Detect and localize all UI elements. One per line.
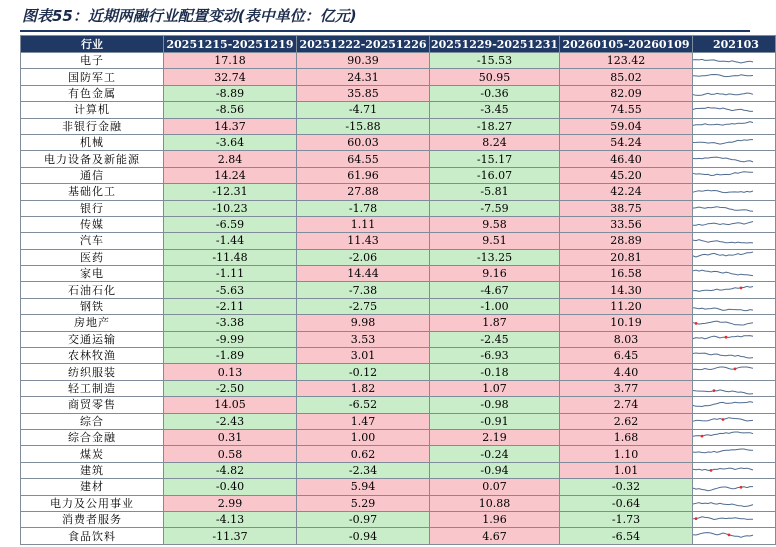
sparkline-chart xyxy=(693,365,753,380)
value-cell: -0.64 xyxy=(560,495,693,511)
value-cell: 6.45 xyxy=(560,348,693,364)
sparkline-chart xyxy=(693,152,753,167)
value-cell: 5.29 xyxy=(297,495,430,511)
table-row xyxy=(21,331,776,347)
sparkline-chart xyxy=(693,315,753,330)
sparkline-path xyxy=(693,121,753,125)
sparkline-chart xyxy=(693,266,753,281)
sparkline-chart xyxy=(693,496,753,511)
value-cell: 85.02 xyxy=(560,69,693,85)
sparkline-path xyxy=(693,402,753,407)
margin-allocation-table xyxy=(20,35,776,545)
industry-cell: 综合 xyxy=(21,413,164,429)
table-row xyxy=(21,462,776,478)
industry-cell: 医药 xyxy=(21,249,164,265)
table-row xyxy=(21,446,776,462)
value-cell: 9.58 xyxy=(430,216,560,232)
value-cell: 10.88 xyxy=(430,495,560,511)
sparkline-path xyxy=(693,93,753,95)
value-cell: 2.99 xyxy=(164,495,297,511)
sparkline-chart xyxy=(693,512,753,527)
table-row xyxy=(21,216,776,232)
value-cell: -4.67 xyxy=(430,282,560,298)
table-row xyxy=(21,134,776,150)
sparkline-cell xyxy=(693,53,776,69)
value-cell: 1.07 xyxy=(430,380,560,396)
value-cell: -11.48 xyxy=(164,249,297,265)
sparkline-path xyxy=(693,172,753,176)
industry-cell: 机械 xyxy=(21,134,164,150)
value-cell: 14.05 xyxy=(164,397,297,413)
value-cell: 32.74 xyxy=(164,69,297,85)
value-cell: 3.01 xyxy=(297,348,430,364)
sparkline-chart xyxy=(693,397,753,412)
table-row xyxy=(21,118,776,134)
value-cell: 11.43 xyxy=(297,233,430,249)
sparkline-chart xyxy=(693,217,753,232)
value-cell: -2.34 xyxy=(297,462,430,478)
value-cell: -0.98 xyxy=(430,397,560,413)
value-cell: 50.95 xyxy=(430,69,560,85)
sparkline-chart xyxy=(693,463,753,478)
table-row xyxy=(21,53,776,69)
industry-cell: 电子 xyxy=(21,53,164,69)
value-cell: 14.30 xyxy=(560,282,693,298)
sparkline-path xyxy=(693,353,753,358)
value-cell: 74.55 xyxy=(560,102,693,118)
table-row xyxy=(21,282,776,298)
value-cell: -2.75 xyxy=(297,298,430,314)
table-row xyxy=(21,151,776,167)
value-cell: 46.40 xyxy=(560,151,693,167)
sparkline-path xyxy=(693,140,753,145)
table-row xyxy=(21,167,776,183)
sparkline-cell xyxy=(693,69,776,85)
table-body xyxy=(21,53,776,545)
sparkline-cell xyxy=(693,479,776,495)
value-cell: -5.63 xyxy=(164,282,297,298)
sparkline-cell xyxy=(693,348,776,364)
industry-cell: 通信 xyxy=(21,167,164,183)
sparkline-path xyxy=(693,157,753,162)
value-cell: -0.94 xyxy=(297,528,430,544)
header-period-4: 20260105-20260109 xyxy=(560,36,693,53)
value-cell: -10.23 xyxy=(164,200,297,216)
value-cell: 9.16 xyxy=(430,266,560,282)
industry-cell: 电力及公用事业 xyxy=(21,495,164,511)
sparkline-cell xyxy=(693,495,776,511)
industry-cell: 基础化工 xyxy=(21,184,164,200)
value-cell: 16.58 xyxy=(560,266,693,282)
sparkline-path xyxy=(693,468,753,470)
sparkline-path xyxy=(693,390,753,394)
sparkline-chart xyxy=(693,283,753,298)
value-cell: 0.13 xyxy=(164,364,297,380)
sparkline-marker xyxy=(701,435,704,438)
value-cell: -3.64 xyxy=(164,134,297,150)
industry-cell: 纺织服装 xyxy=(21,364,164,380)
value-cell: 1.82 xyxy=(297,380,430,396)
sparkline-path xyxy=(693,502,753,506)
table-row xyxy=(21,200,776,216)
sparkline-cell xyxy=(693,282,776,298)
sparkline-chart xyxy=(693,168,753,183)
value-cell: 82.09 xyxy=(560,85,693,101)
sparkline-chart xyxy=(693,250,753,265)
sparkline-cell xyxy=(693,462,776,478)
industry-cell: 建材 xyxy=(21,479,164,495)
industry-cell: 电力设备及新能源 xyxy=(21,151,164,167)
sparkline-marker xyxy=(722,418,725,421)
value-cell: -1.78 xyxy=(297,200,430,216)
value-cell: -1.00 xyxy=(430,298,560,314)
value-cell: 0.31 xyxy=(164,429,297,445)
value-cell: 4.67 xyxy=(430,528,560,544)
sparkline-path xyxy=(693,367,753,370)
value-cell: 59.04 xyxy=(560,118,693,134)
industry-cell: 轻工制造 xyxy=(21,380,164,396)
sparkline-path xyxy=(693,487,753,491)
value-cell: 35.85 xyxy=(297,85,430,101)
table-row xyxy=(21,413,776,429)
sparkline-chart xyxy=(693,70,753,85)
value-cell: 60.03 xyxy=(297,134,430,150)
value-cell: -7.38 xyxy=(297,282,430,298)
sparkline-cell xyxy=(693,364,776,380)
value-cell: -0.36 xyxy=(430,85,560,101)
industry-cell: 综合金融 xyxy=(21,429,164,445)
value-cell: 2.74 xyxy=(560,397,693,413)
value-cell: 14.37 xyxy=(164,118,297,134)
table-row xyxy=(21,528,776,544)
value-cell: 8.03 xyxy=(560,331,693,347)
sparkline-marker xyxy=(728,533,731,536)
sparkline-cell xyxy=(693,331,776,347)
value-cell: 0.58 xyxy=(164,446,297,462)
value-cell: 14.44 xyxy=(297,266,430,282)
table-row xyxy=(21,380,776,396)
sparkline-chart xyxy=(693,201,753,216)
value-cell: 20.81 xyxy=(560,249,693,265)
sparkline-path xyxy=(693,322,753,326)
value-cell: 10.19 xyxy=(560,315,693,331)
sparkline-marker xyxy=(734,367,737,370)
value-cell: 45.20 xyxy=(560,167,693,183)
value-cell: 8.24 xyxy=(430,134,560,150)
value-cell: 0.07 xyxy=(430,479,560,495)
sparkline-cell xyxy=(693,511,776,527)
industry-cell: 非银行金融 xyxy=(21,118,164,134)
sparkline-chart xyxy=(693,184,753,199)
value-cell: -13.25 xyxy=(430,249,560,265)
sparkline-path xyxy=(693,206,753,211)
sparkline-path xyxy=(693,286,753,291)
value-cell: 3.77 xyxy=(560,380,693,396)
value-cell: 1.01 xyxy=(560,462,693,478)
table-row xyxy=(21,266,776,282)
value-cell: 42.24 xyxy=(560,184,693,200)
value-cell: 27.88 xyxy=(297,184,430,200)
value-cell: 54.24 xyxy=(560,134,693,150)
value-cell: 38.75 xyxy=(560,200,693,216)
value-cell: -9.99 xyxy=(164,331,297,347)
industry-cell: 交通运输 xyxy=(21,331,164,347)
value-cell: -0.91 xyxy=(430,413,560,429)
value-cell: -15.53 xyxy=(430,53,560,69)
value-cell: 3.53 xyxy=(297,331,430,347)
value-cell: 14.24 xyxy=(164,167,297,183)
industry-cell: 汽车 xyxy=(21,233,164,249)
value-cell: 4.40 xyxy=(560,364,693,380)
sparkline-chart xyxy=(693,479,753,494)
title-rule xyxy=(20,30,750,32)
industry-cell: 国防军工 xyxy=(21,69,164,85)
sparkline-marker xyxy=(695,322,698,325)
value-cell: -6.54 xyxy=(560,528,693,544)
value-cell: 9.51 xyxy=(430,233,560,249)
sparkline-cell xyxy=(693,184,776,200)
industry-cell: 家电 xyxy=(21,266,164,282)
value-cell: -15.88 xyxy=(297,118,430,134)
sparkline-chart xyxy=(693,332,753,347)
value-cell: -2.43 xyxy=(164,413,297,429)
value-cell: -6.59 xyxy=(164,216,297,232)
sparkline-cell xyxy=(693,85,776,101)
value-cell: 0.62 xyxy=(297,446,430,462)
sparkline-marker xyxy=(740,486,743,489)
value-cell: -6.52 xyxy=(297,397,430,413)
value-cell: -8.89 xyxy=(164,85,297,101)
value-cell: -0.40 xyxy=(164,479,297,495)
sparkline-cell xyxy=(693,446,776,462)
header-period-3: 20251229-20251231 xyxy=(430,37,559,51)
value-cell: -8.56 xyxy=(164,102,297,118)
sparkline-cell xyxy=(693,233,776,249)
value-cell: 33.56 xyxy=(560,216,693,232)
table-row xyxy=(21,102,776,118)
sparkline-chart xyxy=(693,135,753,150)
sparkline-path xyxy=(693,191,753,193)
sparkline-marker xyxy=(713,389,716,392)
sparkline-cell xyxy=(693,151,776,167)
table-row xyxy=(21,397,776,413)
sparkline-path xyxy=(693,252,753,257)
sparkline-chart xyxy=(693,414,753,429)
sparkline-chart xyxy=(693,529,753,544)
table-row xyxy=(21,69,776,85)
industry-cell: 消费者服务 xyxy=(21,511,164,527)
sparkline-cell xyxy=(693,200,776,216)
value-cell: 11.20 xyxy=(560,298,693,314)
industry-cell: 钢铁 xyxy=(21,298,164,314)
table-row xyxy=(21,85,776,101)
sparkline-path xyxy=(693,270,753,276)
value-cell: 1.00 xyxy=(297,429,430,445)
value-cell: -2.11 xyxy=(164,298,297,314)
table-row xyxy=(21,511,776,527)
sparkline-path xyxy=(693,517,753,520)
sparkline-chart xyxy=(693,53,753,68)
value-cell: -1.11 xyxy=(164,266,297,282)
sparkline-cell xyxy=(693,315,776,331)
value-cell: -0.94 xyxy=(430,462,560,478)
value-cell: -11.37 xyxy=(164,528,297,544)
sparkline-cell xyxy=(693,528,776,544)
value-cell: -0.18 xyxy=(430,364,560,380)
value-cell: 123.42 xyxy=(560,53,693,69)
value-cell: -2.45 xyxy=(430,331,560,347)
header-period-1: 20251215-20251219 xyxy=(164,36,297,53)
industry-cell: 银行 xyxy=(21,200,164,216)
sparkline-path xyxy=(693,449,753,453)
industry-cell: 食品饮料 xyxy=(21,528,164,544)
sparkline-chart xyxy=(693,381,753,396)
sparkline-chart xyxy=(693,233,753,248)
sparkline-cell xyxy=(693,134,776,150)
sparkline-cell xyxy=(693,249,776,265)
sparkline-cell xyxy=(693,429,776,445)
value-cell: 28.89 xyxy=(560,233,693,249)
sparkline-path xyxy=(693,222,753,226)
sparkline-marker xyxy=(695,517,698,520)
value-cell: -3.38 xyxy=(164,315,297,331)
sparkline-path xyxy=(693,74,753,76)
table-row xyxy=(21,184,776,200)
value-cell: 5.94 xyxy=(297,479,430,495)
value-cell: -2.06 xyxy=(297,249,430,265)
value-cell: 24.31 xyxy=(297,69,430,85)
table-row xyxy=(21,348,776,364)
industry-cell: 农林牧渔 xyxy=(21,348,164,364)
sparkline-cell xyxy=(693,298,776,314)
table-row xyxy=(21,364,776,380)
sparkline-chart xyxy=(693,430,753,445)
sparkline-cell xyxy=(693,266,776,282)
industry-cell: 房地产 xyxy=(21,315,164,331)
value-cell: 9.98 xyxy=(297,315,430,331)
industry-cell: 石油石化 xyxy=(21,282,164,298)
industry-cell: 商贸零售 xyxy=(21,397,164,413)
value-cell: -7.59 xyxy=(430,200,560,216)
header-period-5: 202103 xyxy=(693,36,776,53)
value-cell: 1.68 xyxy=(560,429,693,445)
table-row xyxy=(21,298,776,314)
value-cell: -4.82 xyxy=(164,462,297,478)
industry-cell: 有色金属 xyxy=(21,85,164,101)
sparkline-chart xyxy=(693,447,753,462)
industry-cell: 煤炭 xyxy=(21,446,164,462)
industry-cell: 建筑 xyxy=(21,462,164,478)
sparkline-marker xyxy=(740,286,743,289)
figure-title: 图表55：近期两融行业配置变动(表中单位：亿元) xyxy=(22,7,357,25)
sparkline-chart xyxy=(693,299,753,314)
value-cell: -18.27 xyxy=(430,118,560,134)
value-cell: -2.50 xyxy=(164,380,297,396)
sparkline-cell xyxy=(693,167,776,183)
value-cell: -1.73 xyxy=(560,511,693,527)
value-cell: 2.62 xyxy=(560,413,693,429)
value-cell: 1.47 xyxy=(297,413,430,429)
sparkline-cell xyxy=(693,216,776,232)
value-cell: 1.96 xyxy=(430,511,560,527)
table-row xyxy=(21,249,776,265)
table-container[interactable] xyxy=(20,35,759,547)
value-cell: -15.17 xyxy=(430,151,560,167)
value-cell: -1.89 xyxy=(164,348,297,364)
table-row xyxy=(21,479,776,495)
sparkline-cell xyxy=(693,102,776,118)
value-cell: -3.45 xyxy=(430,102,560,118)
value-cell: -0.12 xyxy=(297,364,430,380)
value-cell: 1.10 xyxy=(560,446,693,462)
table-row xyxy=(21,233,776,249)
value-cell: -0.97 xyxy=(297,511,430,527)
value-cell: 17.18 xyxy=(164,53,297,69)
value-cell: 90.39 xyxy=(297,53,430,69)
sparkline-cell xyxy=(693,380,776,396)
sparkline-chart xyxy=(693,119,753,134)
header-industry: 行业 xyxy=(21,36,164,53)
sparkline-path xyxy=(693,108,753,112)
sparkline-path xyxy=(693,308,753,311)
sparkline-cell xyxy=(693,118,776,134)
table-row xyxy=(21,495,776,511)
sparkline-cell xyxy=(693,397,776,413)
industry-cell: 计算机 xyxy=(21,102,164,118)
sparkline-chart xyxy=(693,102,753,117)
sparkline-path xyxy=(693,60,753,64)
table-row xyxy=(21,429,776,445)
sparkline-chart xyxy=(693,86,753,101)
value-cell: 1.87 xyxy=(430,315,560,331)
value-cell: -5.81 xyxy=(430,184,560,200)
industry-cell: 传媒 xyxy=(21,216,164,232)
value-cell: -1.44 xyxy=(164,233,297,249)
sparkline-marker xyxy=(725,336,728,339)
sparkline-path xyxy=(693,335,753,338)
value-cell: -4.71 xyxy=(297,102,430,118)
value-cell: 64.55 xyxy=(297,151,430,167)
sparkline-path xyxy=(693,240,753,243)
header-period-2: 20251222-20251226 xyxy=(297,36,430,53)
value-cell: -0.24 xyxy=(430,446,560,462)
value-cell: -16.07 xyxy=(430,167,560,183)
sparkline-marker xyxy=(710,469,713,472)
sparkline-chart xyxy=(693,348,753,363)
table-row xyxy=(21,315,776,331)
sparkline-cell xyxy=(693,413,776,429)
value-cell: 1.11 xyxy=(297,216,430,232)
value-cell: 61.96 xyxy=(297,167,430,183)
value-cell: -4.13 xyxy=(164,511,297,527)
value-cell: 2.19 xyxy=(430,429,560,445)
value-cell: -0.32 xyxy=(560,479,693,495)
value-cell: 2.84 xyxy=(164,151,297,167)
value-cell: -6.93 xyxy=(430,348,560,364)
value-cell: -12.31 xyxy=(164,184,297,200)
sparkline-path xyxy=(693,532,753,537)
header-row xyxy=(21,36,776,53)
